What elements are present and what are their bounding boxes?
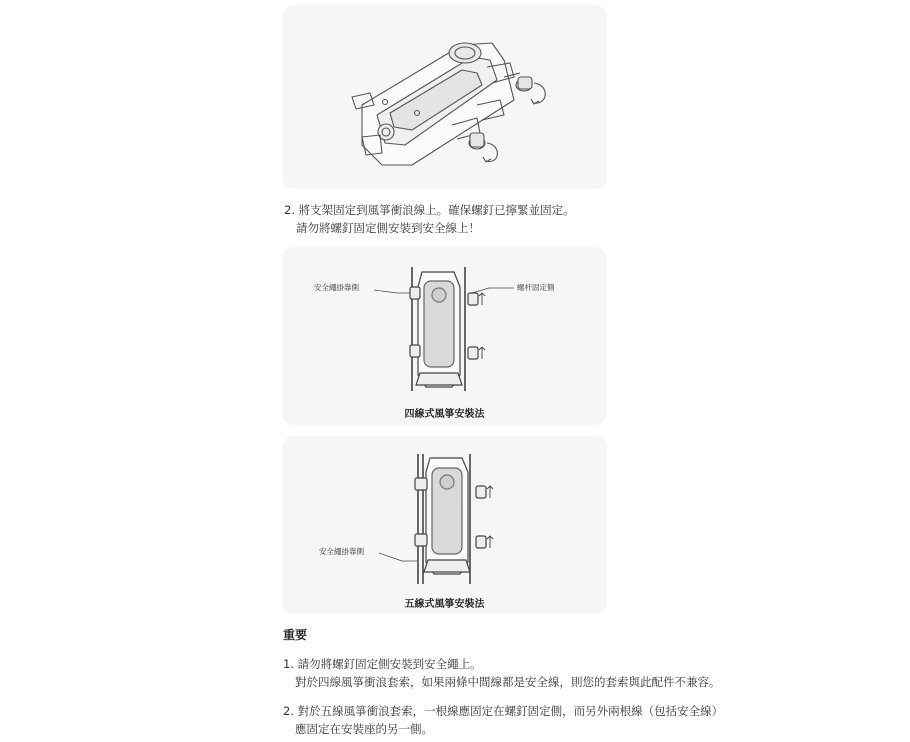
callout-safety-side: 安全繩掛靠側 (314, 283, 359, 292)
note-text-line2: 應固定在安裝座的另一側。 (295, 722, 433, 736)
figure-caption: 四線式風箏安裝法 (404, 409, 485, 420)
note-text-line2: 對於四線風箏衝浪套索，如果兩條中間線都是安全線，則您的套索與此配件不兼容。 (295, 675, 721, 689)
figure-five-line (282, 436, 607, 614)
important-note-1 (283, 655, 721, 691)
four-line-mount-illustration (282, 247, 607, 425)
note-number: 2. (283, 704, 294, 718)
note-text-line1: 對於五線風箏衝浪套索，一根線應固定在螺釘固定側，而另外兩根線（包括安全線） (297, 704, 724, 718)
camera-cage-illustration (282, 5, 607, 189)
note-text-line1: 請勿將螺釘固定側安裝到安全繩上。 (297, 657, 482, 671)
five-line-mount-illustration (282, 436, 607, 614)
important-note-2 (283, 702, 723, 738)
note-number: 1. (283, 657, 294, 671)
step-text-line2: 請勿將螺釘固定側安裝到安全線上！ (296, 221, 480, 235)
figure-four-line (282, 247, 607, 425)
step-number: 2. (284, 203, 295, 217)
step-text-line1: 將支架固定到風箏衝浪線上。確保螺釘已擰緊並固定。 (298, 203, 575, 217)
step-2 (284, 201, 575, 237)
figure-caption: 五線式風箏安裝法 (404, 599, 485, 610)
callout-screw-side: 螺杆固定側 (517, 283, 555, 292)
important-heading: 重要 (283, 628, 308, 642)
figure-mount-screws (282, 5, 607, 189)
callout-safety-side: 安全繩掛靠側 (319, 547, 364, 556)
